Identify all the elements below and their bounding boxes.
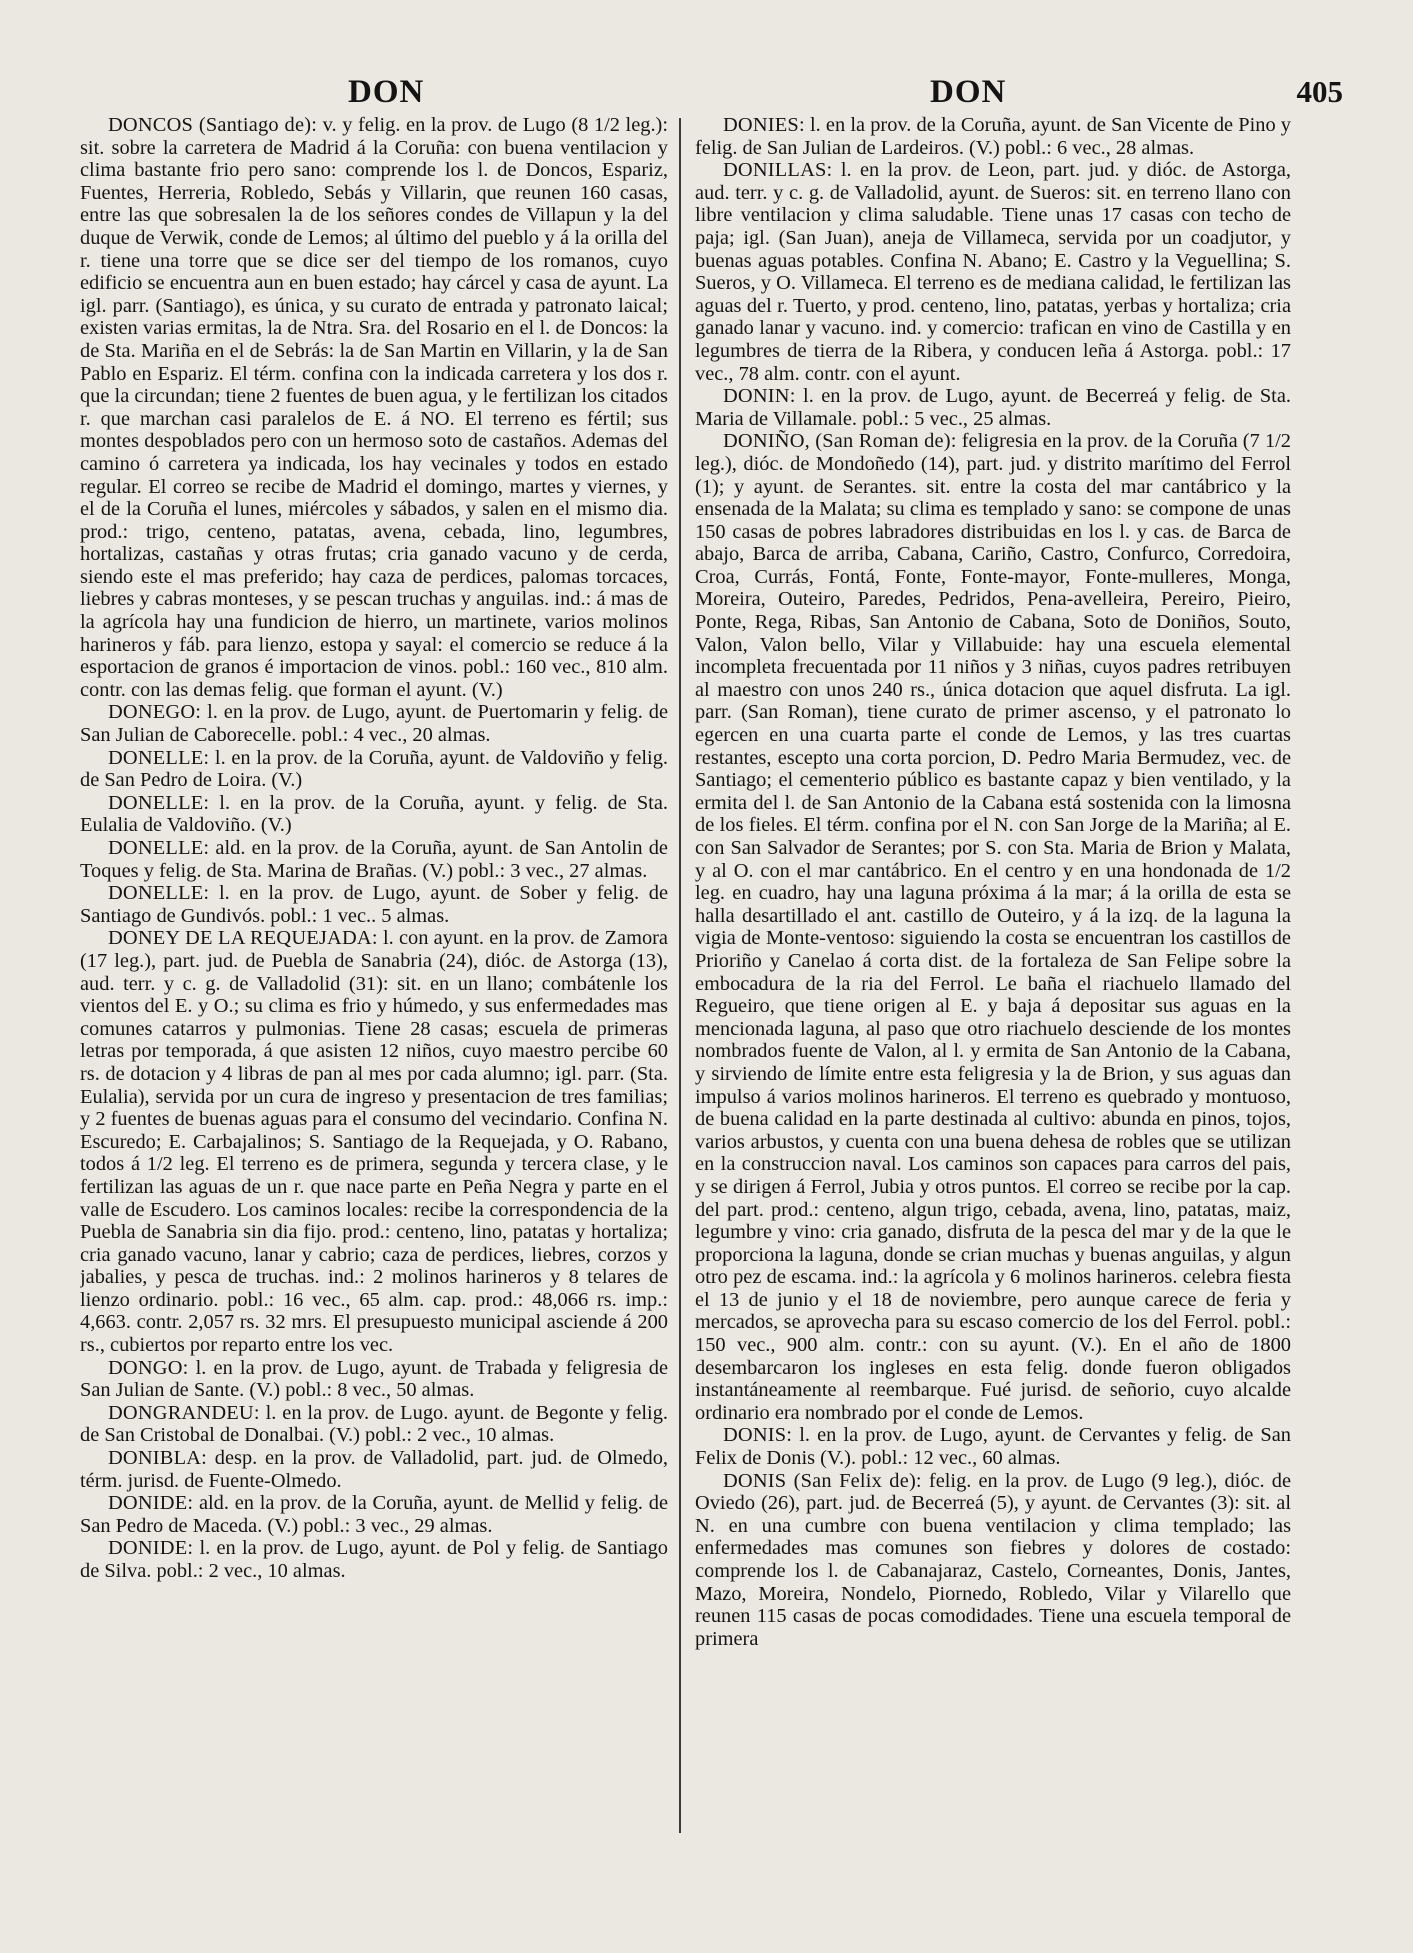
entry-text: l. en la prov. de Leon, part. jud. y dióc. de Astorga, aud. terr. y c. g. de Valladolid, ayunt. de Sueros: sit. en terreno llano con libre ventilacion y clima saludable. Tiene unas 17 casas con techo de paja; igl. (San Juan), aneja de Villameca, servida por un coadjutor, y buenas aguas potables. Confina N. Abano; E. Castro y la Veguellina; S. Sueros, y O. Villameca. El terreno es de mediana calidad, le fertilizan las aguas del r. Tuerto, y prod. centeno, lino, patatas, yerbas y hortaliza; cria ganado lanar y vacuno. ind. y comercio: trafican en vino de Castilla y en legumbres de tierra de la Ribera, y conducen leña á Astorga. pobl.: 17 vec., 78 alm. contr. con el ayunt. — [695, 159, 1291, 385]
entry-headword: DONIS (San Felix de): — [723, 1469, 922, 1492]
entry-text: l. en la prov. de la Coruña, ayunt. de Valdoviño y felig. de San Pedro de Loira. (V.) — [80, 746, 668, 792]
entry-headword: DONEY DE LA REQUEJADA: — [108, 927, 378, 950]
entry-headword: DONELLE: — [108, 791, 210, 814]
entry-text: feligresia en la prov. de la Coruña (7 1/2 leg.), dióc. de Mondoñedo (14), part. jud. y distrito marítimo del Ferrol (1); y ayunt. de Serantes. sit. entre la costa del mar cantábrico y la ensenada de la Malata; su clima es templado y sano: se compone de unas 150 casas de pobres labradores distribuidas en los l. y cas. de Barca de abajo, Barca de arriba, Cabana, Cariño, Castro, Confurco, Corredoira, Croa, Currás, Fontá, Fonte, Fonte-mayor, Fonte-mulleres, Monga, Moreira, Outeiro, Paredes, Pedridos, Pena-avelleira, Pereiro, Pieiro, Ponte, Rega, Ribas, San Antonio de Cabana, Soto de Doniños, Souto, Valon, Valon bello, Vilar y Villabuide: hay una escuela elemental incompleta frecuentada por 11 niños y 3 niñas, cuyos padres retribuyen al maestro con unos 240 rs., única dotacion que aquel disfruta. La igl. parr. (San Roman), tiene curato de primer ascenso, y el patronato lo egercen en una cuarta parte el conde de Lemos, y las tres cuartas restantes, escepto una corta porcion, D. Pedro Maria Bermudez, vec. de Santiago; el cementerio público es bastante capaz y bien ventilado, y la ermita del l. de San Antonio de la Cabana está sostenida con la limosna de los fieles. El térm. confina por el N. con San Jorge de la Mariña; al E. con San Salvador de Serantes; por S. con Sta. Maria de Brion y Malata, y al O. con el mar cantábrico. En el centro y en una hondonada de 1/2 leg. en cuadro, hay una laguna próxima á la mar; á la orilla de esta se halla desartillado el ant. castillo de Outeiro, y á la izq. de la laguna la vigia de Monte-ventoso: siguiendo la costa se encuentran los castillos de Prioriño y Canelao á corta dist. de la fortaleza de San Felipe sobre la embocadura de la ria del Ferrol. Le baña el riachuelo llamado del Regueiro, que tiene origen al E. y baja á depositar sus aguas en la mencionada laguna, al paso que otro riachuelo desciende de los montes nombrados fuente de Valon, al l. y ermita de San Antonio de la Cabana, y sirviendo de límite entre esta feligresia y la de Brion, y sus aguas dan impulso á varios molinos harineros. El terreno es quebrado y montuoso, de buena calidad en la parte destinada al cultivo: abunda en pinos, tojos, varios arbustos, y cuenta con una buena dehesa de robles que se utilizan en la construccion naval. Los caminos son capaces para carros del pais, y se dirigen á Ferrol, Jubia y otros puntos. El correo se recibe por la cap. del part. prod.: centeno, algun trigo, cebada, avena, lino, patatas, maiz, legumbre y vino: cria ganado, disfruta de la pesca del mar y de la que le proporciona la laguna, donde se crian muchas y buenas anguilas, y algun otro pez de escama. ind.: la agrícola y 6 molinos harineros. celebra fiesta el 13 de junio y el 18 de noviembre, pero aunque carece de feria y mercados, se aprovecha para su escaso comercio de los del Ferrol. pobl.: 150 vec., 900 alm. contr.: con su ayunt. (V.). En el año de 1800 desembarcaron los ingleses en esta felig. donde fueron obligados instantáneamente al reembarque. Fué jurisd. de señorio, cuyo alcalde ordinario era nombrado por el conde de Lemos. — [695, 430, 1291, 1424]
dictionary-entry — [80, 792, 668, 837]
entry-text: l. en la prov. de la Coruña, ayunt. y felig. de Sta. Eulalia de Valdoviño. (V.) — [80, 791, 668, 837]
dictionary-entry — [80, 1402, 668, 1447]
entry-headword: DONIDE: — [108, 1537, 194, 1560]
entry-headword: DONIN: — [723, 385, 796, 408]
dictionary-entry — [80, 882, 668, 927]
dictionary-entry — [695, 430, 1291, 1424]
entry-headword: DONIES: — [723, 114, 805, 136]
dictionary-entry — [80, 837, 668, 882]
dictionary-entry — [80, 927, 668, 1356]
entry-text: felig. en la prov. de Lugo (9 leg.), dióc. de Oviedo (26), part. jud. de Becerreá (5), y ayunt. de Cervantes (3): sit. al N. en una cumbre con buena ventilacion y clima templado; las enfermedades mas comunes son fiebres y dolores de costado: comprende los l. de Cabanajaraz, Castelo, Corneantes, Donis, Jantes, Mazo, Moreira, Nondelo, Piornedo, Robledo, Vilar y Vilarello que reunen 115 casas de pocas comodidades. Tiene una escuela temporal de primera — [695, 1469, 1291, 1650]
entry-headword: DONELLE: — [108, 746, 210, 769]
column-divider — [679, 118, 681, 1833]
entry-headword: DONGO: — [108, 1356, 189, 1379]
entry-headword: DONILLAS: — [723, 159, 833, 182]
entry-text: desp. en la prov. de Valladolid, part. jud. de Olmedo, térm. jurisd. de Fuente-Olmedo. — [80, 1447, 668, 1492]
right-running-head: DON — [930, 74, 1007, 110]
left-column — [80, 114, 668, 1934]
running-header — [0, 74, 1413, 114]
entry-text: l. en la prov. de Lugo, ayunt. de Puertomarin y felig. de San Julian de Caborecelle. pobl.: 4 vec., 20 almas. — [80, 701, 668, 747]
entry-text: l. en la prov. de Lugo, ayunt. de Cervantes y felig. de San Felix de Donis (V.). pobl.: 12 vec., 60 almas. — [695, 1424, 1291, 1470]
entry-text: ald. en la prov. de la Coruña, ayunt. de Mellid y felig. de San Pedro de Maceda. (V.) pobl.: 3 vec., 29 almas. — [80, 1492, 668, 1537]
dictionary-entry — [80, 1357, 668, 1402]
right-column — [695, 114, 1291, 1934]
entry-headword: DONGRANDEU: — [108, 1401, 260, 1424]
dictionary-entry — [80, 747, 668, 792]
entry-text: l. con ayunt. en la prov. de Zamora (17 leg.), part. jud. de Puebla de Sanabria (24), dióc. de Astorga (13), aud. terr. y c. g. de Valladolid (31): sit. en un llano; combátenle los vientos del E. y O.; su clima es frio y húmedo, y sus enfermedades mas comunes catarros y pulmonias. Tiene 28 casas; escuela de primeras letras por temporada, á que asisten 12 niños, cuyo maestro percibe 60 rs. de dotacion y 4 libras de pan al mes por cada alumno; igl. parr. (Sta. Eulalia), servida por un cura de ingreso y presentacion de tres familias; y 2 fuentes de buenas aguas para el consumo del vecindario. Confina N. Escuredo; E. Carbajalinos; S. Santiago de la Requejada, y O. Rabano, todos á 1/2 leg. El terreno es de primera, segunda y tercera clase, y le fertilizan las aguas de un r. que nace parte en Peña Negra y parte en el valle de Escudero. Los caminos locales: recibe la correspondencia de la Puebla de Sanabria sin dia fijo. prod.: centeno, lino, patatas y hortaliza; cria ganado vacuno, lanar y cabrio; caza de perdices, liebres, corzos y jabalies, y pesca de truchas. ind.: 2 molinos harineros y 8 telares de lienzo ordinario. pobl.: 16 vec., 65 alm. cap. prod.: 48,066 rs. imp.: 4,663. contr. 2,057 rs. 32 mrs. El presupuesto municipal asciende á 200 rs., cubiertos por reparto entre los vec. — [80, 927, 668, 1357]
entry-headword: DONELLE: — [108, 837, 210, 859]
entry-text: l. en la prov. de Lugo, ayunt. de Sober y felig. de Santiago de Gundivós. pobl.: 1 vec.. 5 almas. — [80, 882, 668, 927]
entry-text: l. en la prov. de la Coruña, ayunt. de San Vicente de Pino y felig. de San Julian de Lardeiros. (V.) pobl.: 6 vec., 28 almas. — [695, 114, 1291, 159]
dictionary-entry — [695, 1470, 1291, 1651]
dictionary-entry — [80, 1492, 668, 1537]
dictionary-entry — [695, 159, 1291, 385]
entry-headword: DONIÑO, (San Roman de): — [723, 430, 957, 453]
entry-text: l. en la prov. de Lugo, ayunt. de Trabada y feligresia de San Julian de Sante. (V.) pobl.: 8 vec., 50 almas. — [80, 1356, 668, 1402]
entry-headword: DONEGO: — [108, 701, 202, 724]
entry-headword: DONIBLA: — [108, 1447, 208, 1470]
entry-headword: DONELLE: — [108, 882, 210, 905]
entry-headword: DONIS: — [723, 1424, 793, 1447]
dictionary-entry — [80, 701, 668, 746]
dictionary-entry — [80, 1447, 668, 1492]
entry-headword: DONCOS (Santiago de): — [108, 114, 318, 136]
entry-text: l. en la prov. de Lugo. ayunt. de Begonte y felig. de San Cristobal de Donalbai. (V.) pobl.: 2 vec., 10 almas. — [80, 1401, 668, 1447]
dictionary-entry — [80, 1537, 668, 1582]
entry-text: l. en la prov. de Lugo, ayunt. de Becerreá y felig. de Sta. Maria de Villamale. pobl.: 5 vec., 25 almas. — [695, 385, 1291, 430]
dictionary-entry — [80, 114, 668, 701]
left-running-head: DON — [348, 74, 425, 110]
entry-text: ald. en la prov. de la Coruña, ayunt. de San Antolin de Toques y felig. de Sta. Marina de Brañas. (V.) pobl.: 3 vec., 27 almas. — [80, 837, 668, 882]
dictionary-entry — [695, 385, 1291, 430]
entry-headword: DONIDE: — [108, 1492, 194, 1515]
entry-text: v. y felig. en la prov. de Lugo (8 1/2 leg.): sit. sobre la carretera de Madrid á la Coruña: con buena ventilacion y clima bastante frio pero sano: comprende los l. de Doncos, Espariz, Fuentes, Herreria, Robledo, Sebás y Villarin, que reunen 160 casas, entre las que sobresalen la de los señores condes de Villapun y la del duque de Verwik, conde de Lemos; al último del pueblo y á la orilla del r. tiene una torre que se dice ser del tiempo de los romanos, cuyo edificio se encuentra aun en buen estado; hay cárcel y casa de ayunt. La igl. parr. (Santiago), es única, y su curato de entrada y patronato laical; existen varias ermitas, la de Ntra. Sra. del Rosario en el l. de Doncos: la de Sta. Mariña en el de Sebrás: la de San Martin en Villarin, y la de San Pablo en Espariz. El térm. confina con la indicada carretera y los dos r. que la circundan; tiene 2 fuentes de buen agua, y le fertilizan los citados r. que marchan casi paralelos de E. á NO. El terreno es fértil; sus montes despoblados pero con un hermoso soto de castaños. Ademas del camino ó carretera ya indicada, los hay vecinales y todos en estado regular. El correo se recibe de Madrid el domingo, martes y viernes, y el de la Coruña el lunes, miércoles y sábados, y salen en el mismo dia. prod.: trigo, centeno, patatas, avena, cebada, lino, legumbres, hortalizas, castañas y otras frutas; cria ganado vacuno y de cerda, siendo este el mas preferido; hay caza de perdices, palomas torcaces, liebres y cabras monteses, y se pescan truchas y anguilas. ind.: á mas de la agrícola hay una fundicion de hierro, un martinete, varios molinos harineros y fáb. para lienzo, estopa y sayal: el comercio se reduce á la esportacion de granos é importacion de vinos. pobl.: 160 vec., 810 alm. contr. con las demas felig. que forman el ayunt. (V.) — [80, 114, 668, 701]
entry-text: l. en la prov. de Lugo, ayunt. de Pol y felig. de Santiago de Silva. pobl.: 2 vec., 10 almas. — [80, 1537, 668, 1582]
page-number: 405 — [1296, 74, 1343, 109]
dictionary-entry — [695, 114, 1291, 159]
dictionary-entry — [695, 1424, 1291, 1469]
